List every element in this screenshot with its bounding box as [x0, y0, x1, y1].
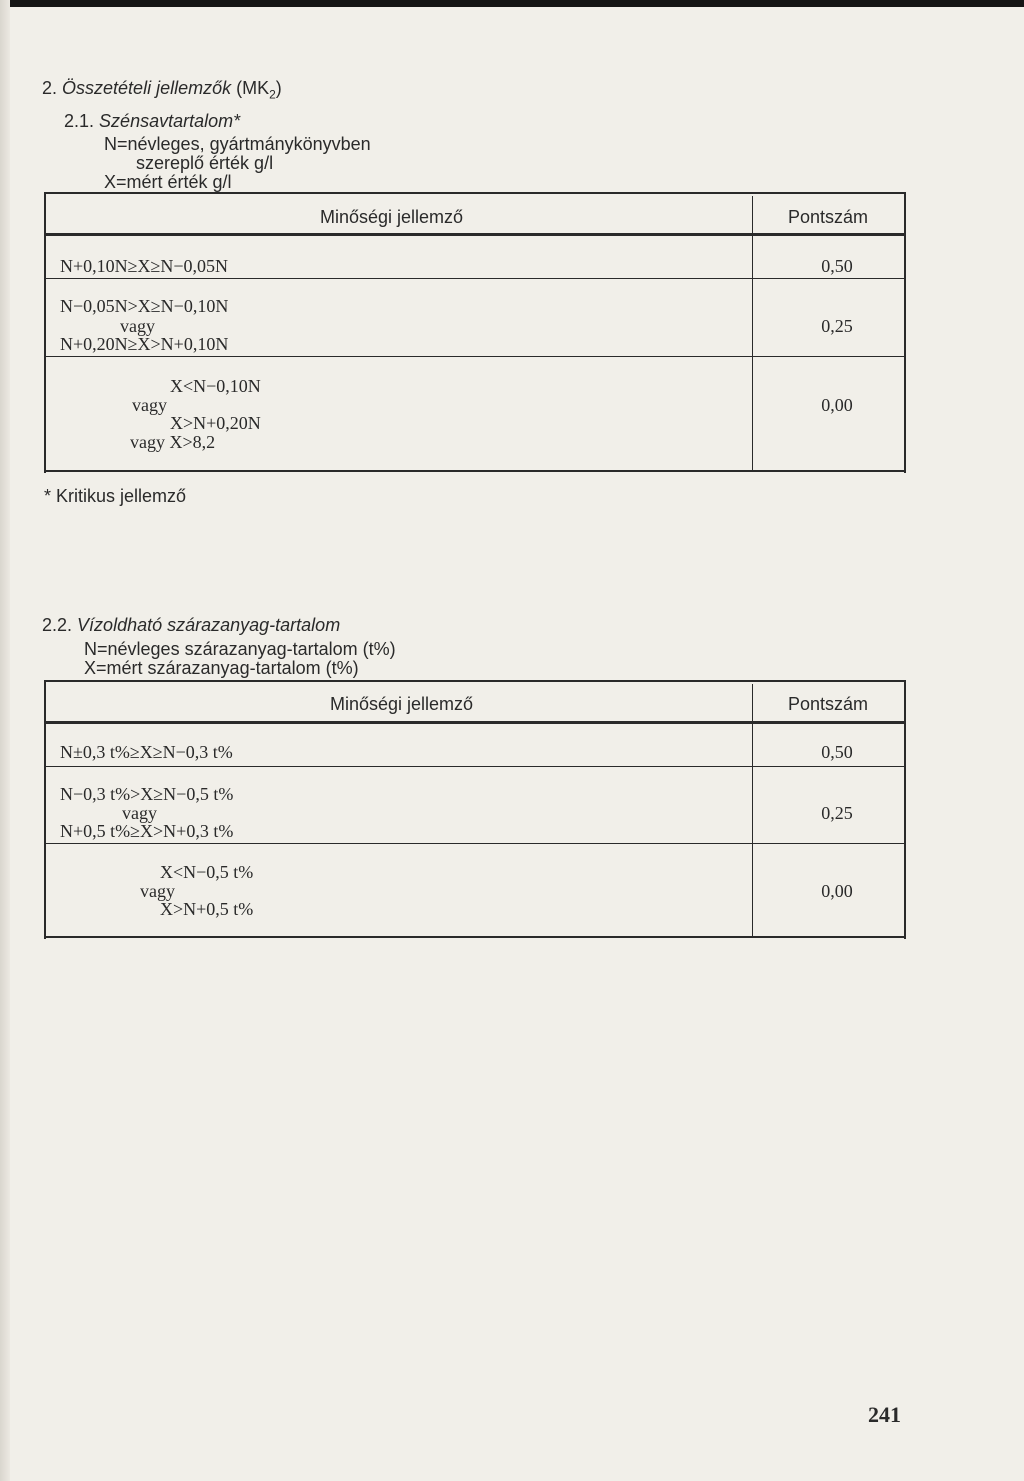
table1-row3-score: 0,00 [821, 395, 853, 415]
section-code-close: ) [275, 78, 282, 98]
sub1-def-n-line2: szereplő érték g/l [136, 153, 274, 173]
table1-row3-criterion-line2: X>N+0,20N [170, 413, 261, 433]
table2-header-rule [44, 721, 906, 724]
table2-row-rule [44, 843, 904, 844]
table2-row2-score: 0,25 [821, 803, 853, 823]
table1-row2-criterion-or: vagy [120, 316, 155, 336]
table2-row2-criterion-line1: N−0,3 t%>X≥N−0,5 t% [60, 784, 234, 804]
table2-left-rule [44, 681, 46, 939]
table2-row2-criterion-line2: N+0,5 t%≥X>N+0,3 t% [60, 821, 234, 841]
table1-row1-criterion: N+0,10N≥X≥N−0,05N [60, 256, 229, 276]
subsection-2-title: Vízoldható szárazanyag-tartalom [77, 615, 341, 635]
sub2-def-n: N=névleges szárazanyag-tartalom (t%) [84, 639, 396, 659]
table1-row2-criterion-line2: N+0,20N≥X>N+0,10N [60, 334, 229, 354]
table2-row3-score: 0,00 [821, 881, 853, 901]
section-title: Összetételi jellemzők [62, 78, 232, 98]
subsection-2-heading [42, 615, 340, 636]
sub1-def-n-line1: N=névleges, gyártmánykönyvben [104, 134, 371, 154]
section-code-sub: 2 [269, 87, 276, 102]
subsection-2-number: 2.2. [42, 615, 73, 635]
subsection-1-heading [64, 111, 240, 132]
table2-header-score: Pontszám [788, 694, 869, 714]
table1-row2-criterion-line1: N−0,05N>X≥N−0,10N [60, 296, 229, 316]
section-heading [42, 78, 282, 102]
scan-top-border [0, 0, 1024, 7]
subsection-1-title: Szénsavtartalom* [99, 111, 241, 131]
subsection-1-number: 2.1. [64, 111, 95, 131]
table1-row2-score: 0,25 [821, 316, 853, 336]
table2-bottom-rule [44, 936, 906, 938]
section-number: 2. [42, 78, 58, 98]
scan-left-edge [0, 0, 10, 1481]
table1-row-rule [44, 278, 904, 279]
sub1-def-x: X=mért érték g/l [104, 172, 232, 192]
table1-row3-criterion-or: vagy [132, 395, 167, 415]
table1-bottom-rule [44, 470, 906, 472]
table1-row3-criterion-line1: X<N−0,10N [170, 376, 261, 396]
table2-row2-criterion-or: vagy [122, 803, 157, 823]
table2-row-rule [44, 766, 904, 767]
table1-row1-score: 0,50 [821, 256, 853, 276]
table2-header-characteristic: Minőségi jellemző [330, 694, 474, 714]
table2-row3-criterion-or: vagy [140, 881, 175, 901]
table2-row1-criterion: N±0,3 t%≥X≥N−0,3 t% [60, 742, 233, 762]
table1-column-divider [752, 196, 753, 470]
table2-row3-criterion-line2: X>N+0,5 t% [160, 899, 254, 919]
table1-row3-criterion-line3: vagy X>8,2 [130, 432, 216, 452]
footnote-critical: * Kritikus jellemző [44, 486, 187, 506]
table1-row-rule [44, 356, 904, 357]
table1-header-rule [44, 233, 906, 236]
section-code: (MK [236, 78, 270, 98]
table2-row1-score: 0,50 [821, 742, 853, 762]
table1-header-characteristic: Minőségi jellemző [320, 207, 464, 227]
table1-header-score: Pontszám [788, 207, 869, 227]
sub2-def-x: X=mért szárazanyag-tartalom (t%) [84, 658, 359, 678]
table1-top-rule [44, 192, 906, 194]
table2-row3-criterion-line1: X<N−0,5 t% [160, 862, 254, 882]
page-number: 241 [868, 1402, 901, 1427]
table2-top-rule [44, 680, 906, 682]
